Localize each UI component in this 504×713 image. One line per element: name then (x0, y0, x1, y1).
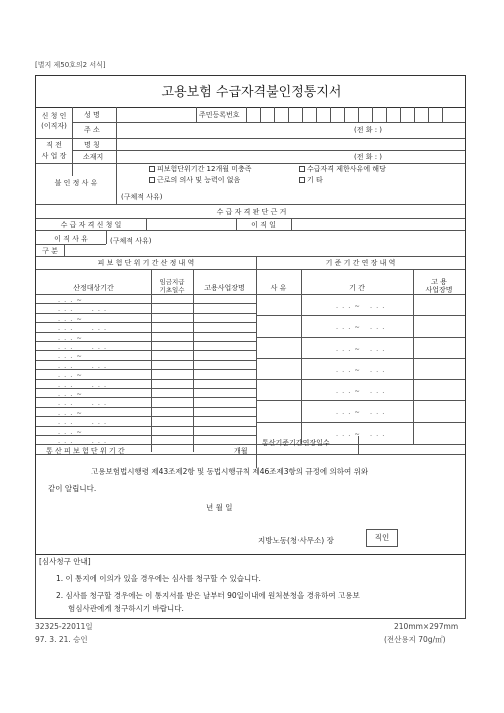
total-extension-label: 통산기준기간연장일수 (262, 439, 330, 447)
period-date-row[interactable]: . . . . . . (58, 380, 108, 389)
notice-form (35, 75, 466, 555)
total-insured-unit: 개월 (234, 447, 248, 455)
leave-reason-label: 이 직 사 유 (54, 235, 88, 243)
appeal-item-2-line2: 험심사관에게 청구하시기 바랍니다. (68, 604, 184, 613)
leave-reason-specific: (구체적 사유) (110, 237, 152, 245)
period-date-row[interactable]: . . . ~ (58, 371, 83, 380)
col-base-days-2: 기초일수 (159, 286, 185, 294)
appeal-item-1: 1. 이 통지에 이의가 있을 경우에는 심사를 청구할 수 있습니다. (56, 574, 261, 583)
insured-period-header: 피 보 험 단 위 기 간 산 정 내 역 (97, 259, 195, 267)
official-seal-box (366, 529, 398, 547)
workplace-sublabel: 사 업 장 (41, 152, 67, 160)
footer-paper: (전산용지 70g/㎡) (384, 635, 446, 644)
checkbox-icon[interactable] (299, 177, 305, 183)
period-date-row[interactable]: . . . ~ (58, 314, 83, 323)
address-label: 주 소 (84, 126, 100, 134)
extension-date-row[interactable]: . . . ~ . . . (336, 344, 386, 353)
col-base-days-1: 임금지급 (159, 278, 185, 286)
checkbox-icon[interactable] (149, 166, 155, 172)
col-ext-workplace-2: 사업장명 (425, 286, 453, 294)
extension-date-row[interactable]: . . . ~ . . . (336, 323, 386, 332)
judgment-header: 수 급 자 격 판 단 근 거 (216, 208, 287, 216)
period-date-row[interactable]: . . . ~ (58, 390, 83, 398)
col-workplace: 고용사업장명 (204, 284, 245, 292)
notice-body-1: 고용보험법시행령 제43조제2항 및 동법시행규칙 제46조제3항의 규정에 의하여 위와 (91, 467, 369, 476)
col-ext-reason: 사 유 (270, 284, 287, 292)
period-date-row[interactable]: . . . . . . (58, 324, 108, 333)
applicant-label: 신 청 인 (41, 112, 67, 120)
total-insured-label: 통 산 피 보 험 단 위 기 간 (46, 447, 125, 455)
footer-size: 210mm×297mm (394, 622, 459, 631)
page-title: 고용보험 수급자격불인정통지서 (161, 85, 342, 100)
period-date-row[interactable]: . . . . . . (58, 437, 108, 445)
rrn-label: 주민등록번호 (199, 111, 240, 119)
period-date-row[interactable]: . . . . . . (58, 361, 108, 370)
period-date-row[interactable]: . . . ~ (58, 427, 83, 436)
period-date-row[interactable]: . . . . . . (58, 343, 108, 351)
extension-header: 기 준 기 간 연 장 내 역 (325, 259, 396, 267)
extension-date-row[interactable]: . . . ~ . . . (336, 302, 386, 310)
period-date-row[interactable]: . . . ~ (58, 333, 83, 342)
extension-date-row[interactable]: . . . ~ . . . (336, 387, 386, 395)
appeal-item-2-line1: 2. 심사를 청구할 경우에는 이 통지서를 받은 날부터 90일이내에 원처분청을 경유하여 고용보 (56, 591, 360, 600)
notice-office: 지방노동(청·사무소) 장 (258, 536, 334, 545)
footer-form-no: 32325-22011일 (35, 622, 93, 631)
workplace-location-label: 소재지 (83, 153, 104, 161)
col-period: 산정대상기간 (73, 284, 114, 292)
name-label: 성 명 (84, 111, 100, 119)
extension-date-row[interactable]: . . . ~ . . . (336, 365, 386, 374)
reason-option-2[interactable]: 수급자격 제한사유에 해당 (299, 166, 386, 173)
workplace-name-label: 명 칭 (84, 141, 100, 149)
period-date-row[interactable]: . . . . . . (58, 399, 108, 408)
col-ext-workplace-1: 고 용 (431, 278, 447, 286)
leave-date-label: 이 직 일 (251, 221, 276, 229)
appeal-box (35, 555, 466, 619)
appeal-title: [심사청구 안내] (39, 557, 91, 566)
apply-date-label: 수 급 자 격 신 청 일 (60, 221, 122, 229)
category-label: 구 분 (42, 247, 58, 255)
checkbox-icon[interactable] (149, 177, 155, 183)
checkbox-icon[interactable] (299, 166, 305, 172)
col-ext-period: 기 간 (349, 284, 365, 292)
applicant-phone: (전 화 : ) (354, 126, 383, 134)
period-date-row[interactable]: . . . . . . (58, 305, 108, 314)
notice-date: 년 월 일 (206, 503, 233, 512)
notice-body-2: 같이 알립니다. (48, 484, 97, 493)
period-date-row[interactable]: . . . ~ (58, 352, 83, 361)
reason-label: 불 인 정 사 유 (54, 179, 98, 187)
extension-date-row[interactable]: . . . ~ . . . (336, 429, 386, 438)
workplace-phone: (전 화 : ) (354, 153, 383, 161)
applicant-sublabel: (이직자) (41, 122, 67, 130)
period-date-row[interactable]: . . . . . . (58, 418, 108, 427)
reason-option-1[interactable]: 피보험단위기간 12개월 미충족 (149, 166, 252, 173)
period-date-row[interactable]: . . . ~ (58, 408, 83, 417)
seal-label: 직인 (374, 533, 390, 542)
form-number-label: [별지 제50호의2 서식] (35, 61, 106, 69)
period-date-row[interactable]: . . . ~ (58, 296, 83, 304)
extension-date-row[interactable]: . . . ~ . . . (336, 408, 386, 417)
reason-option-3[interactable]: 근로의 의사 및 능력이 없음 (149, 177, 240, 184)
reason-option-4[interactable]: 기 타 (299, 177, 323, 184)
workplace-label: 직 전 (46, 141, 62, 149)
footer-approved: 97. 3. 21. 승인 (35, 635, 88, 644)
reason-specific: (구체적 사유) (121, 193, 163, 201)
